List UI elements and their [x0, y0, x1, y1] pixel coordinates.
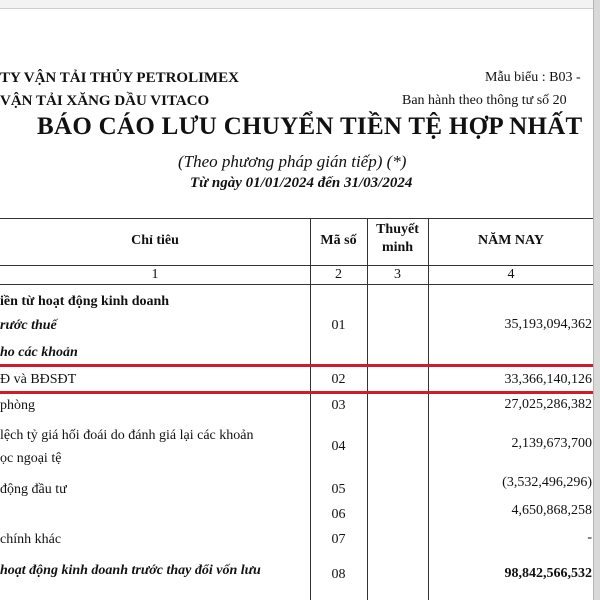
table-row-amount: 98,842,566,532	[504, 566, 592, 581]
table-row-code: 06	[331, 507, 346, 522]
form-issued-by: Ban hành theo thông tư số 20	[402, 93, 567, 108]
col-header-code: Mã số	[320, 233, 357, 248]
table-row-text: lệch tỷ giá hối đoái do đánh giá lại các khoản	[0, 428, 254, 443]
table-row-code: 04	[331, 439, 346, 454]
window-top-border	[0, 0, 600, 9]
table-row-code: 02	[331, 372, 346, 387]
table-row-amount: (3,532,496,296)	[502, 475, 592, 490]
col-header-note-line1: Thuyết	[376, 222, 419, 237]
table-row-code: 03	[331, 398, 346, 413]
company-name-line-1: TY VẬN TẢI THỦY PETROLIMEX	[0, 70, 239, 86]
col-number-2: 2	[335, 267, 342, 282]
table-row-amount: 4,650,868,258	[511, 503, 592, 518]
col-number-3: 3	[394, 267, 401, 282]
table-colnum-divider	[0, 284, 594, 285]
table-top-border	[0, 218, 594, 219]
table-row-text: iền từ hoạt động kinh doanh	[0, 294, 170, 309]
table-row-text: Đ và BĐSĐT	[0, 372, 77, 387]
col-header-note-line2: minh	[381, 240, 414, 255]
table-row-amount: -	[587, 530, 592, 545]
col-number-4: 4	[507, 267, 515, 282]
table-row-amount: 33,366,140,126	[504, 372, 592, 387]
table-row-amount: 2,139,673,700	[511, 436, 592, 451]
col-header-indicator: Chỉ tiêu	[131, 233, 179, 248]
table-row-code: 01	[331, 318, 346, 333]
col-number-1: 1	[151, 267, 159, 282]
table-row-amount: 27,025,286,382	[504, 397, 592, 412]
table-row-code: 05	[331, 482, 346, 497]
report-date-range: Từ ngày 01/01/2024 đến 31/03/2024	[190, 175, 413, 191]
table-row-code: 07	[331, 532, 346, 547]
table-row-text: phòng	[0, 398, 35, 413]
form-code: Mẫu biểu : B03 -	[485, 70, 581, 85]
table-row-text: chính khác	[0, 532, 62, 547]
col-header-this-year: NĂM NAY	[478, 233, 544, 248]
report-title: BÁO CÁO LƯU CHUYỂN TIỀN TỆ HỢP NHẤT	[37, 113, 583, 140]
table-row-text: ho các khoản	[0, 345, 78, 360]
window-right-border	[593, 0, 600, 600]
table-row-text: động đầu tư	[0, 482, 67, 497]
table-row-text: rước thuế	[0, 318, 57, 333]
table-row-code: 08	[331, 567, 346, 582]
table-row-text: hoạt động kinh doanh trước thay đổi vốn lưu	[0, 563, 261, 578]
company-name-line-2: VẬN TẢI XĂNG DẦU VITACO	[0, 93, 210, 109]
report-subtitle: (Theo phương pháp gián tiếp) (*)	[178, 152, 407, 171]
table-header-divider	[0, 265, 594, 266]
table-row-text-cont: ọc ngoại tệ	[0, 451, 62, 466]
table-row-amount: 35,193,094,362	[504, 317, 592, 332]
